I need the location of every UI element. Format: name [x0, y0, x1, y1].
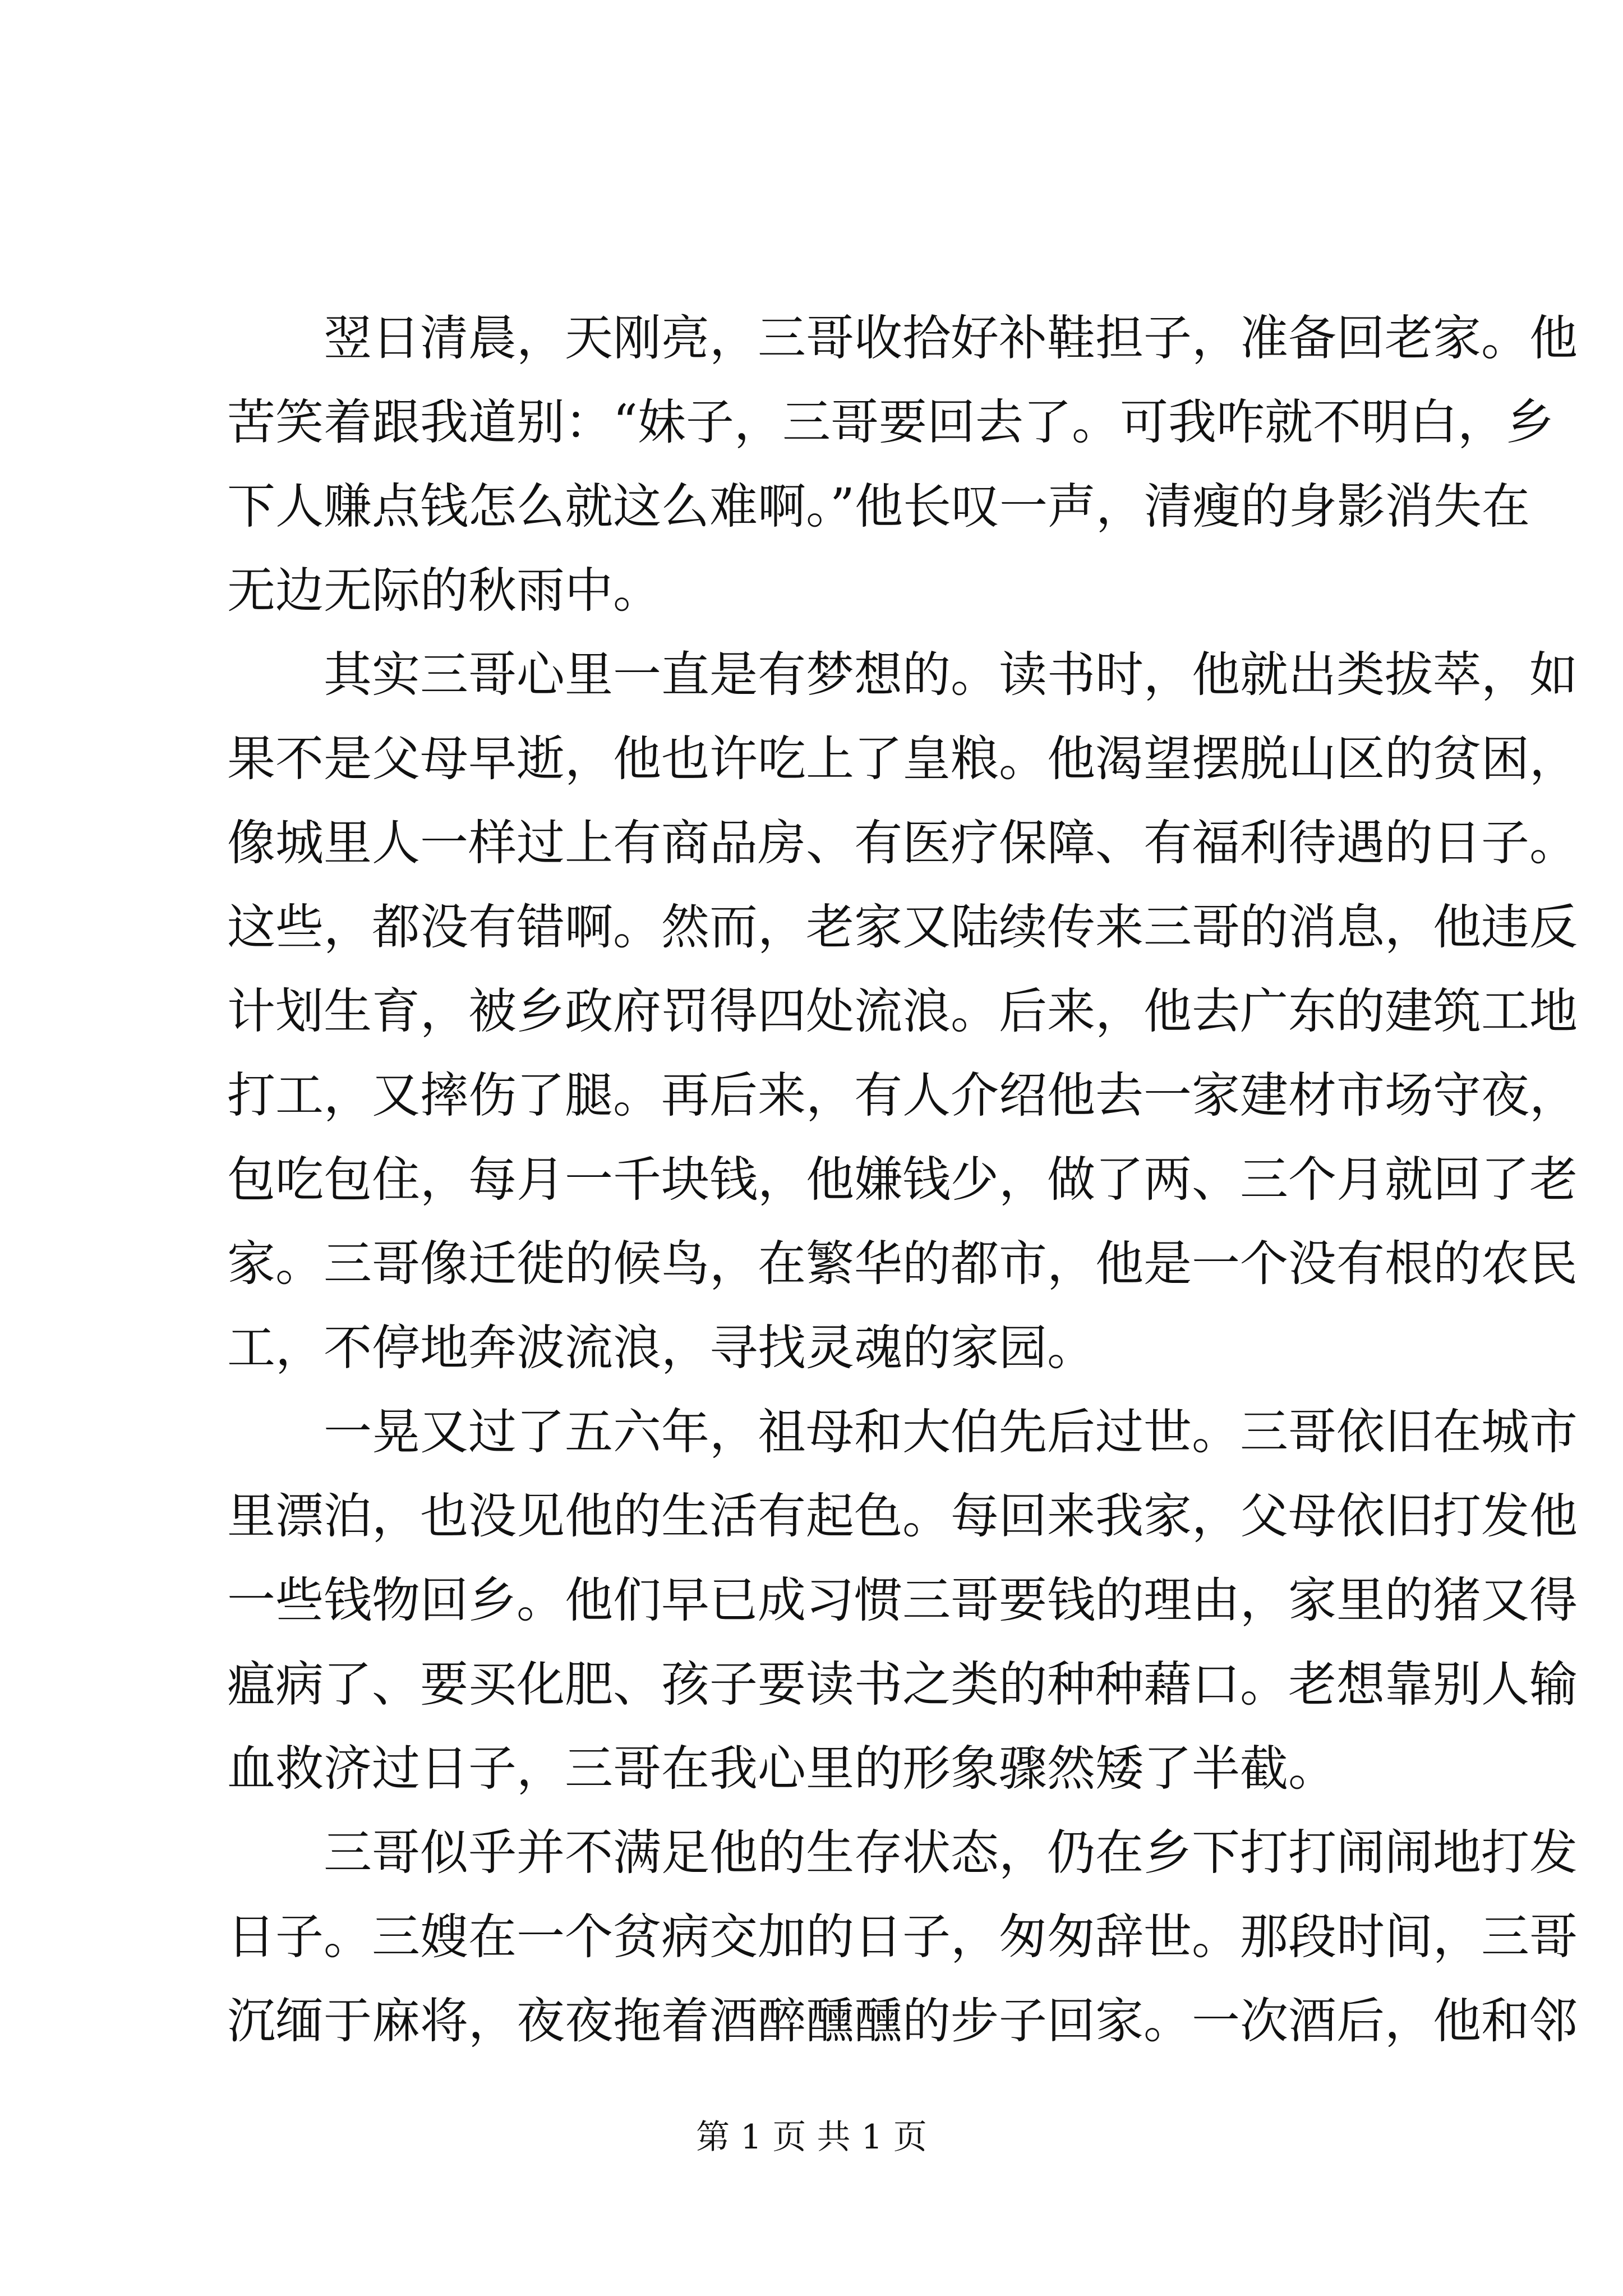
- paragraph-line: 这些，都没有错啊。然而，老家又陆续传来三哥的消息，他违反: [227, 899, 1578, 955]
- paragraph-line: 苦笑着跟我道别：“妹子，三哥要回去了。可我咋就不明白，乡: [227, 394, 1554, 450]
- paragraph-line: 沉缅于麻将，夜夜拖着酒醉醺醺的步子回家。一次酒后，他和邻: [227, 1993, 1578, 2049]
- paragraph-line: 血救济过日子，三哥在我心里的形象骤然矮了半截。: [227, 1741, 1336, 1797]
- paragraph-line: 果不是父母早逝，他也许吃上了皇粮。他渴望摆脱山区的贫困，: [227, 731, 1578, 787]
- paragraph-line: 里漂泊，也没见他的生活有起色。每回来我家，父母依旧打发他: [227, 1488, 1578, 1544]
- paragraph-line: 一些钱物回乡。他们早已成习惯三哥要钱的理由，家里的猪又得: [227, 1572, 1578, 1628]
- paragraph-line: 工，不停地奔波流浪，寻找灵魂的家园。: [227, 1320, 1095, 1376]
- paragraph-line: 家。三哥像迁徙的候鸟，在繁华的都市，他是一个没有根的农民: [227, 1236, 1578, 1292]
- paragraph-line: 翌日清晨，天刚亮，三哥收拾好补鞋担子，准备回老家。他: [324, 310, 1578, 366]
- paragraph-line: 瘟病了、要买化肥、孩子要读书之类的种种藉口。老想靠别人输: [227, 1657, 1578, 1713]
- paragraph-line: 无边无际的秋雨中。: [227, 563, 661, 619]
- paragraph-line: 一晃又过了五六年，祖母和大伯先后过世。三哥依旧在城市: [324, 1404, 1578, 1460]
- paragraph-line: 三哥似乎并不满足他的生存状态，仍在乡下打打闹闹地打发: [324, 1825, 1578, 1881]
- paragraph-line: 下人赚点钱怎么就这么难啊。”他长叹一声，清瘦的身影消失在: [227, 478, 1530, 535]
- page-number-footer: 第 1 页 共 1 页: [696, 2118, 927, 2157]
- paragraph-line: 打工，又摔伤了腿。再后来，有人介绍他去一家建材市场守夜，: [227, 1068, 1578, 1124]
- document-body: [227, 296, 1578, 2063]
- paragraph-line: 其实三哥心里一直是有梦想的。读书时，他就出类拔萃，如: [324, 647, 1578, 703]
- paragraph-line: 计划生育，被乡政府罚得四处流浪。后来，他去广东的建筑工地: [227, 983, 1578, 1039]
- paragraph-line: 像城里人一样过上有商品房、有医疗保障、有福利待遇的日子。: [227, 815, 1578, 871]
- paragraph-line: 包吃包住，每月一千块钱，他嫌钱少，做了两、三个月就回了老: [227, 1152, 1578, 1208]
- paragraph-line: 日子。三嫂在一个贫病交加的日子，匆匆辞世。那段时间，三哥: [227, 1909, 1578, 1965]
